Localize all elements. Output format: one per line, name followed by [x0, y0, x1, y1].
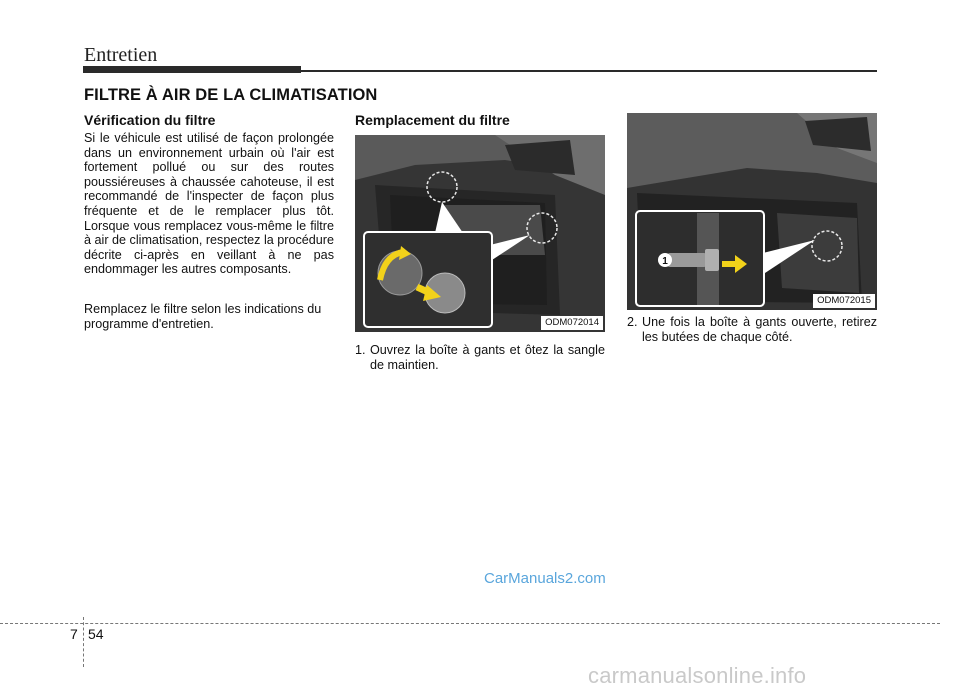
watermark-link[interactable]: CarManuals2.com	[484, 570, 606, 587]
verification-paragraph: Si le véhicule est utilisé de façon prolongée dans un environnement urbain où l'air est fortement pollué ou sur des routes poussiéreuses à chaussée cahoteuse, il est recommandé de l'inspecter de façon plus fréquente et de le remplacer plus tôt. Lorsque vous remplacez vous-même le filtre à air de climatisation, respectez la procédure décrite ci-après en veillant à ne pas endommager les autres composants.	[84, 131, 334, 277]
stopper-illustration	[627, 113, 877, 310]
verification-title: Vérification du filtre	[84, 112, 216, 128]
glovebox-photo	[355, 135, 605, 332]
stopper-photo	[627, 113, 877, 310]
step-number: 1.	[355, 343, 366, 357]
step-number: 2.	[627, 315, 638, 329]
footer-divider	[83, 617, 84, 667]
header-rule	[301, 70, 877, 72]
figure-code: ODM072015	[813, 294, 875, 308]
page-number: 54	[88, 626, 104, 642]
chapter-title: Entretien	[84, 44, 158, 66]
chapter-number: 7	[70, 626, 78, 642]
step-1	[355, 343, 605, 372]
section-title: FILTRE À AIR DE LA CLIMATISATION	[84, 86, 378, 104]
replacement-title: Remplacement du filtre	[355, 112, 510, 128]
callout-number: 1	[662, 256, 668, 267]
figure-code: ODM072014	[541, 316, 603, 330]
step-text: Une fois la boîte à gants ouverte, retirez les butées de chaque côté.	[642, 315, 877, 344]
schedule-paragraph: Remplacez le filtre selon les indications du programme d'entretien.	[84, 302, 322, 331]
step-2	[627, 315, 877, 344]
site-watermark: carmanualsonline.info	[588, 663, 807, 688]
glovebox-illustration	[355, 135, 605, 332]
footer-rule	[0, 623, 940, 624]
step-text: Ouvrez la boîte à gants et ôtez la sangle de maintien.	[370, 343, 605, 372]
header-bar	[83, 66, 301, 73]
